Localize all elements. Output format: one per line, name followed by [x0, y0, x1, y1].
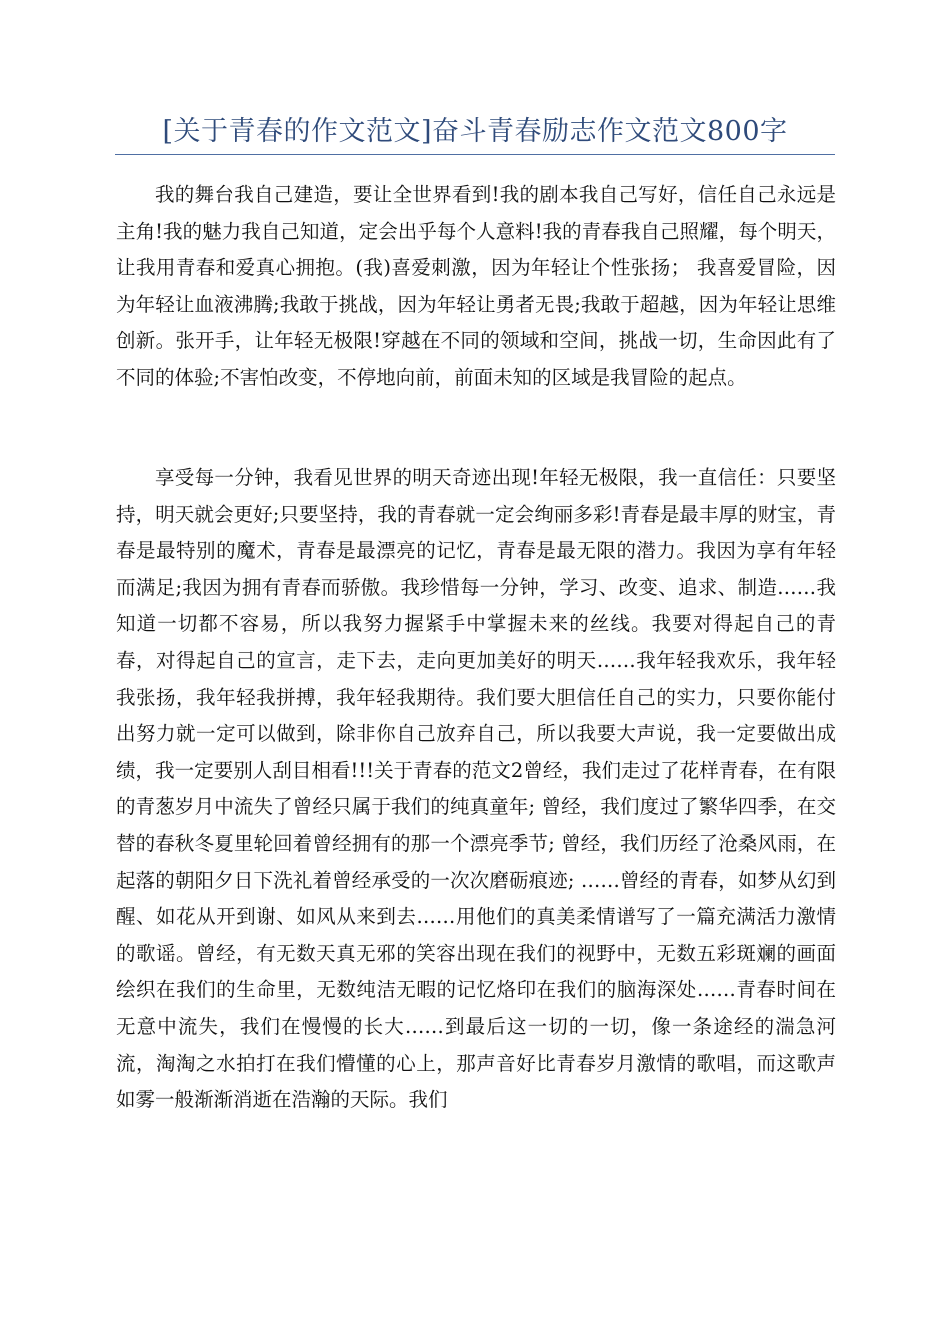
document-title: [关于青春的作文范文]奋斗青春励志作文范文800字: [162, 116, 788, 147]
title-underline: [115, 154, 835, 155]
paragraph-2: 享受每一分钟，我看见世界的明天奇迹出现!年轻无极限，我一直信任：只要坚持，明天就会更好;只要坚持，我的青春就一定会绚丽多彩!青春是最丰厚的财宝，青春是最特别的魔术，青春是最漂亮的记忆，青春是最无限的潜力。我因为享有年轻而满足;我因为拥有青春而骄傲。我珍惜每一分钟，学习、改变、追求、制造……我知道一切都不容易，所以我努力握紧手中掌握未来的丝线。我要对得起自己的青春，对得起自己的宣言，走下去，走向更加美好的明天……我年轻我欢乐，我年轻我张扬，我年轻我拼搏，我年轻我期待。我们要大胆信任自己的实力，只要你能付出努力就一定可以做到，除非你自己放弃自己，所以我要大声说，我一定要做出成绩，我一定要别人刮目相看!!!关于青春的范文2曾经，我们走过了花样青春，在有限的青葱岁月中流失了曾经只属于我们的纯真童年; 曾经，我们度过了繁华四季，在交替的春秋冬夏里轮回着曾经拥有的那一个漂亮季节; 曾经，我们历经了沧桑风雨，在起落的朝阳夕日下洗礼着曾经承受的一次次磨砺痕迹; ……曾经的青春，如梦从幻到醒、如花从开到谢、如风从来到去……用他们的真美柔情谱写了一篇充满活力激情的歌谣。曾经，有无数天真无邪的笑容出现在我们的视野中，无数五彩斑斓的画面绘织在我们的生命里，无数纯洁无暇的记忆烙印在我们的脑海深处……青春时间在无意中流失，我们在慢慢的长大……到最后这一切的一切，像一条途经的湍急河流，淘淘之水拍打在我们懵懂的心上，那声音好比青春岁月激情的歌唱，而这歌声如雾一般渐渐消逝在浩瀚的天际。我们: [116, 466, 836, 1112]
paragraph-1: 我的舞台我自己建造，要让全世界看到!我的剧本我自己写好，信任自己永远是主角!我的魅力我自己知道，定会出乎每个人意料!我的青春我自己照耀，每个明天，让我用青春和爱真心拥抱。(我)喜爱刺激，因为年轻让个性张扬； 我喜爱冒险，因为年轻让血液沸腾;我敢于挑战，因为年轻让勇者无畏;我敢于超越，因为年轻让思维创新。张开手，让年轻无极限!穿越在不同的领域和空间，挑战一切，生命因此有了不同的体验;不害怕改变，不停地向前，前面未知的区域是我冒险的起点。: [116, 183, 836, 389]
